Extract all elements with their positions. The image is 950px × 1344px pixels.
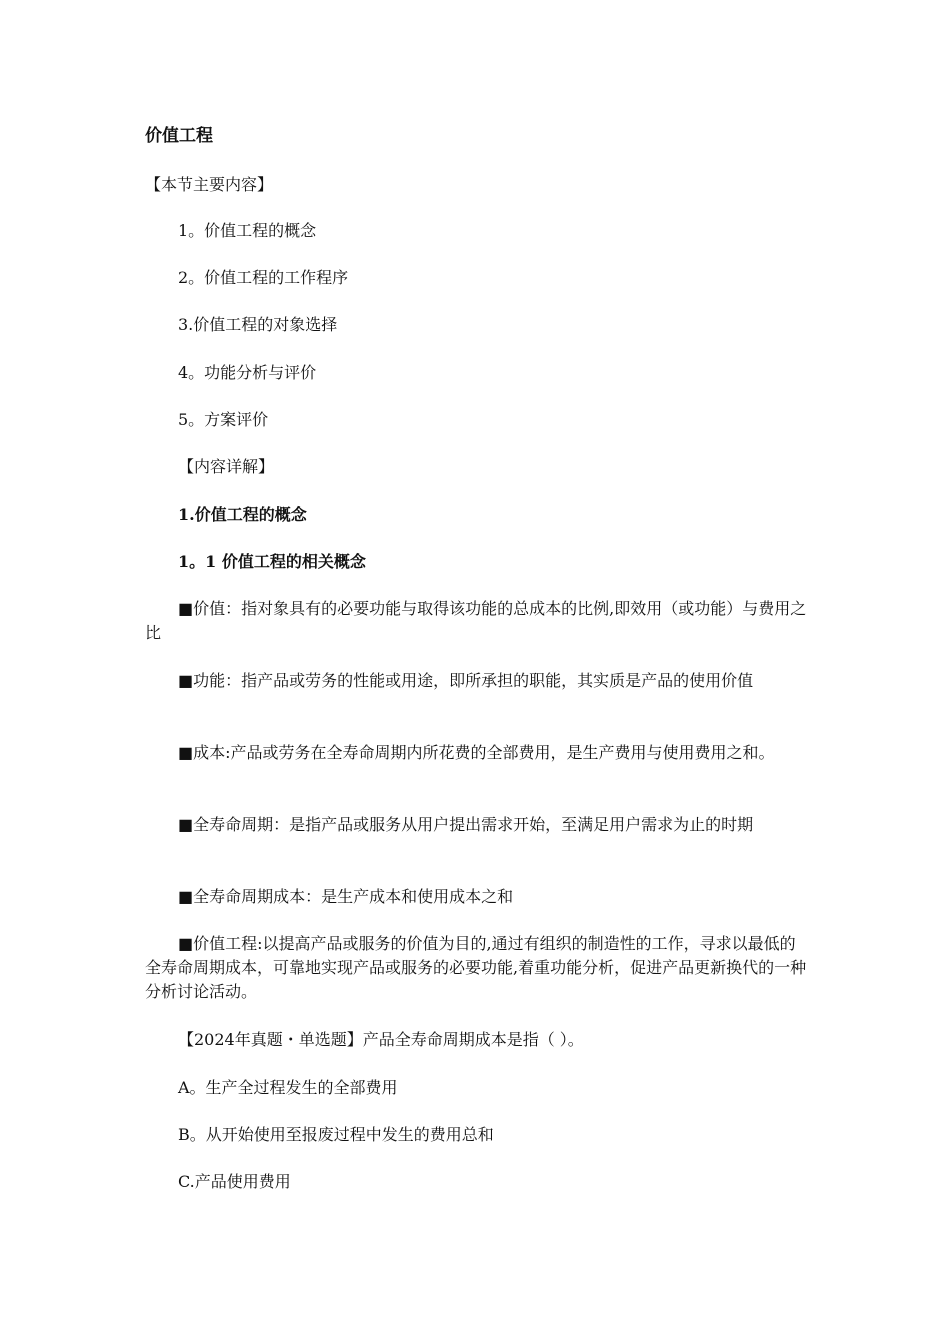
definition-paragraph: ■功能：指产品或劳务的性能或用途，即所承担的职能，其实质是产品的使用价值 [178,671,754,690]
heading-level-2: 1。1 价值工程的相关概念 [178,552,366,571]
definition-paragraph: ■全寿命周期：是指产品或服务从用户提出需求开始，至满足用户需求为止的时期 [178,815,754,834]
toc-item: 2。价值工程的工作程序 [178,268,349,287]
heading-level-1: 1.价值工程的概念 [178,505,307,524]
exam-question: 【2024年真题・单选题】产品全寿命周期成本是指（ ）。 [178,1030,584,1049]
definition-paragraph: ■全寿命周期成本：是生产成本和使用成本之和 [178,887,514,906]
answer-option: C.产品使用费用 [178,1172,291,1191]
definition-paragraph: ■价值工程:以提高产品或服务的价值为目的,通过有组织的制造性的工作，寻求以最低的全寿命周期成本，可靠地实现产品或服务的必要功能,着重功能分析，促进产品更新换代的一种分析讨论活动。 [145,934,807,1001]
answer-option: A。生产全过程发生的全部费用 [178,1078,398,1097]
toc-item: 3.价值工程的对象选择 [178,315,338,334]
definition-paragraph: ■成本:产品或劳务在全寿命周期内所花费的全部费用，是生产费用与使用费用之和。 [178,743,775,762]
section-header: 【本节主要内容】 [145,175,274,194]
document-title: 价值工程 [145,126,213,146]
toc-item: 1。价值工程的概念 [178,221,317,240]
definition-paragraph: ■价值：指对象具有的必要功能与取得该功能的总成本的比例,即效用（或功能）与费用之比 [145,599,807,642]
detail-header: 【内容详解】 [178,457,275,476]
answer-option: B。从开始使用至报废过程中发生的费用总和 [178,1125,494,1144]
toc-item: 4。功能分析与评价 [178,363,317,382]
toc-item: 5。方案评价 [178,410,269,429]
